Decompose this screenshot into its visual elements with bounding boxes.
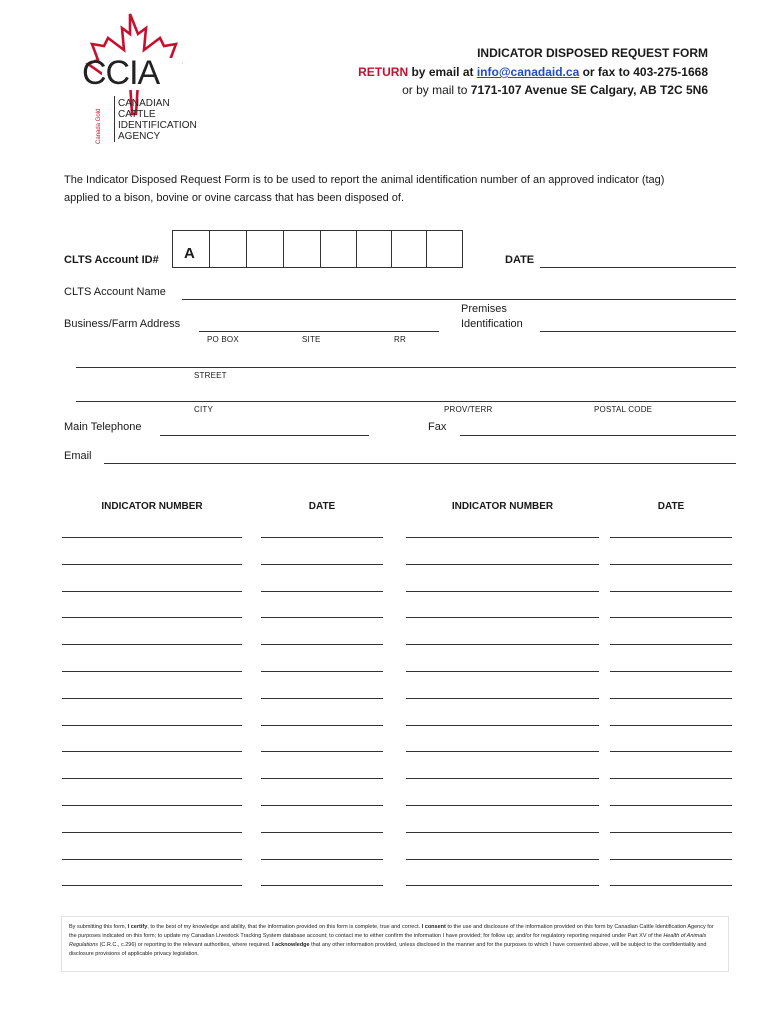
date-field[interactable]: [610, 617, 732, 618]
mail-prefix: or by mail to: [402, 83, 471, 97]
indicator-number-field[interactable]: [406, 537, 599, 538]
email-field[interactable]: [104, 463, 736, 464]
city-label: CITY: [194, 405, 214, 414]
indicator-number-field[interactable]: [62, 564, 242, 565]
date-field[interactable]: [261, 698, 383, 699]
date-field[interactable]: [610, 644, 732, 645]
indicator-number-field[interactable]: [62, 859, 242, 860]
account-id-box[interactable]: [246, 230, 284, 268]
indicator-number-field[interactable]: [406, 805, 599, 806]
consent-italic: Health of Animals Regulations: [69, 933, 707, 948]
account-id-box[interactable]: [283, 230, 321, 268]
fax-label: Fax: [428, 421, 447, 433]
account-id-box[interactable]: [209, 230, 247, 268]
indicator-number-field[interactable]: [406, 832, 599, 833]
col-header-date: DATE: [308, 501, 336, 512]
rr-label: RR: [394, 335, 406, 344]
indicator-number-field[interactable]: [62, 805, 242, 806]
date-field[interactable]: [610, 698, 732, 699]
return-word: RETURN: [358, 65, 409, 79]
account-id-box[interactable]: [320, 230, 357, 268]
clts-account-id-label: CLTS Account ID#: [64, 254, 159, 266]
po-box-label: PO BOX: [207, 335, 239, 344]
consent-bold: I consent: [421, 924, 446, 930]
indicator-number-field[interactable]: [406, 778, 599, 779]
consent-text: By submitting this form,: [69, 924, 128, 930]
indicator-number-field[interactable]: [62, 725, 242, 726]
indicator-number-field[interactable]: [406, 751, 599, 752]
date-field[interactable]: [261, 591, 383, 592]
date-field[interactable]: [610, 805, 732, 806]
date-field[interactable]: [610, 671, 732, 672]
prov-terr-label: PROV/TERR: [444, 405, 493, 414]
consent-text: that any other information provided, unless disclosed in the manner and for the purposes to which I have consented above, will be subject to the confidentiality and disclosure provisions of applicable privacy legislation.: [69, 942, 707, 957]
indicator-number-field[interactable]: [406, 725, 599, 726]
indicator-number-field[interactable]: [62, 778, 242, 779]
indicator-number-field[interactable]: [62, 671, 242, 672]
postal-code-label: POSTAL CODE: [594, 405, 653, 414]
date-label: DATE: [505, 254, 535, 266]
email-link[interactable]: info@canadaid.ca: [476, 65, 580, 79]
business-address-label: Business/Farm Address: [64, 318, 181, 330]
mail-line: [402, 83, 708, 97]
indicator-number-field[interactable]: [62, 751, 242, 752]
consent-bold: I certify: [127, 924, 148, 930]
consent-bold: I acknowledge: [272, 942, 310, 948]
logo-line-2: CATTLE: [118, 109, 156, 120]
logo-line-1: CANADIAN: [118, 98, 170, 109]
account-id-box[interactable]: [426, 230, 463, 268]
account-id-box[interactable]: [356, 230, 392, 268]
by-email-text: by email at: [408, 65, 477, 79]
date-field[interactable]: [610, 751, 732, 752]
date-field[interactable]: [261, 832, 383, 833]
consent-text: (C.R.C., c.296) or reporting to the relevant authorities, where required.: [98, 942, 272, 948]
city-prov-postal-field[interactable]: [76, 401, 736, 402]
fax-text: or fax to 403-275-1668: [579, 65, 708, 79]
date-field[interactable]: [261, 564, 383, 565]
indicator-number-field[interactable]: [406, 885, 599, 886]
date-field[interactable]: [540, 267, 736, 268]
logo-line-4: AGENCY: [118, 131, 161, 142]
logo-vertical-text: Canada Gold: [96, 108, 102, 144]
date-field[interactable]: [610, 885, 732, 886]
logo-line-3: IDENTIFICATION: [118, 120, 197, 131]
col-header-indicator-number: INDICATOR NUMBER: [451, 501, 554, 512]
main-telephone-field[interactable]: [160, 435, 369, 436]
indicator-number-field[interactable]: [406, 671, 599, 672]
indicator-number-field[interactable]: [62, 832, 242, 833]
date-field[interactable]: [261, 805, 383, 806]
date-field[interactable]: [261, 725, 383, 726]
col-header-date: DATE: [657, 501, 685, 512]
date-field[interactable]: [610, 778, 732, 779]
logo-divider: [114, 96, 115, 142]
indicator-number-field[interactable]: [406, 617, 599, 618]
account-id-box[interactable]: [391, 230, 427, 268]
street-field[interactable]: [76, 367, 736, 368]
fax-field[interactable]: [460, 435, 736, 436]
logo-acronym: CCIA: [82, 54, 160, 92]
date-field[interactable]: [261, 751, 383, 752]
indicator-number-field[interactable]: [406, 564, 599, 565]
date-field[interactable]: [610, 859, 732, 860]
indicator-number-field[interactable]: [62, 617, 242, 618]
clts-account-name-label: CLTS Account Name: [64, 286, 166, 298]
date-field[interactable]: [261, 859, 383, 860]
consent-text: to the use and disclosure of the information provided on this form by Canadian Cattle Identification Agency for the purposes indicated on this form; to update my Canadian Livestock Tracking System database account; to contact me to either confirm the information I have provided; for follow up; and/or for regulatory reporting required under Part XV of the: [69, 924, 714, 939]
indicator-number-field[interactable]: [62, 644, 242, 645]
date-field[interactable]: [610, 832, 732, 833]
date-field[interactable]: [261, 885, 383, 886]
consent-text: , to the best of my knowledge and ability, that the information provided on this form is complete, true and correct.: [147, 924, 422, 930]
indicator-number-field[interactable]: [406, 644, 599, 645]
account-prefix: A: [184, 245, 195, 262]
intro-line-2: applied to a bison, bovine or ovine carcass that has been disposed of.: [64, 192, 405, 204]
date-field[interactable]: [610, 537, 732, 538]
date-field[interactable]: [610, 725, 732, 726]
main-telephone-label: Main Telephone: [64, 421, 142, 433]
indicator-number-field[interactable]: [406, 698, 599, 699]
indicator-number-field[interactable]: [62, 591, 242, 592]
street-label: STREET: [194, 371, 227, 380]
intro-line-1: The Indicator Disposed Request Form is to be used to report the animal identification number of an approved indicator (tag): [64, 174, 665, 186]
indicator-number-field[interactable]: [62, 537, 242, 538]
date-field[interactable]: [261, 644, 383, 645]
premises-label-1: Premises: [461, 303, 507, 315]
indicator-number-field[interactable]: [406, 859, 599, 860]
account-id-box[interactable]: [172, 230, 210, 268]
date-field[interactable]: [261, 671, 383, 672]
premises-label-2: Identification: [461, 318, 523, 330]
email-label: Email: [64, 450, 92, 462]
col-header-indicator-number: INDICATOR NUMBER: [101, 501, 203, 512]
premises-id-field[interactable]: [540, 331, 736, 332]
mail-address: 7171-107 Avenue SE Calgary, AB T2C 5N6: [470, 83, 708, 97]
po-box-site-rr-field[interactable]: [199, 331, 439, 332]
date-field[interactable]: [610, 564, 732, 565]
date-field[interactable]: [610, 591, 732, 592]
form-title: INDICATOR DISPOSED REQUEST FORM: [477, 46, 708, 60]
indicator-number-field[interactable]: [62, 698, 242, 699]
date-field[interactable]: [261, 778, 383, 779]
indicator-number-field[interactable]: [406, 591, 599, 592]
clts-account-name-field[interactable]: [182, 299, 736, 300]
date-field[interactable]: [261, 617, 383, 618]
return-line: [358, 65, 708, 79]
consent-statement: [61, 916, 729, 972]
date-field[interactable]: [261, 537, 383, 538]
indicator-number-field[interactable]: [62, 885, 242, 886]
site-label: SITE: [302, 335, 321, 344]
